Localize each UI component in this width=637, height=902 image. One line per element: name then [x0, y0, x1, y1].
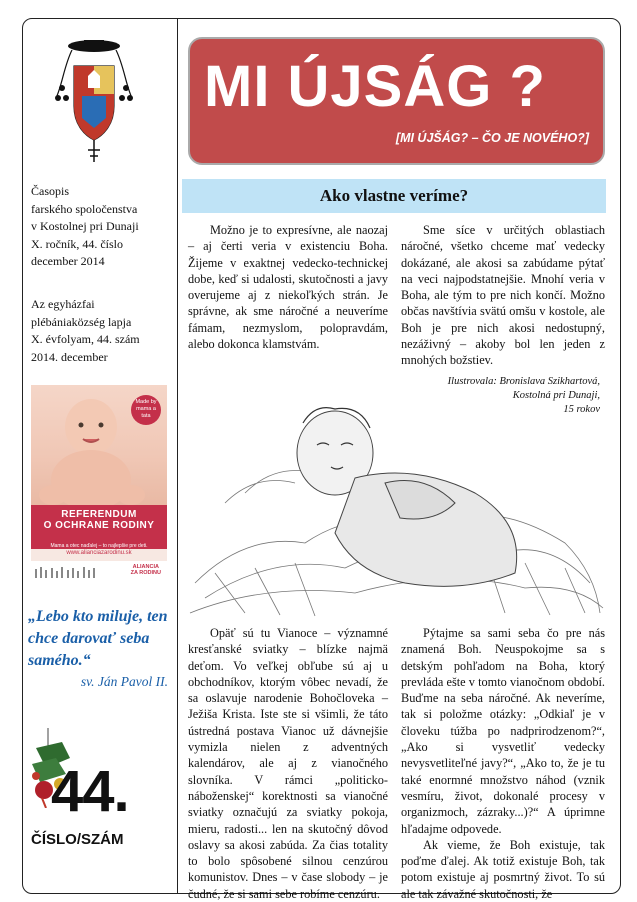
paragraph: Sme síce v určitých oblastiach náročné, všetko chceme mať vedecky dokázané, ale akosi sa zabúdame pýtať na veci najpodstatnejšie. Mnohí veria v Boha, ale tým to pre nich končí. Možno občas navštívia svätú omšu v kostole, ale Boh je pre nich akosi nedostupný, nezáživný – akoby bol len jeden z mnohých božstiev.	[401, 223, 605, 368]
masthead-info-hungarian: Az egyházfai plébániaközség lapja X. évfolyam, 44. szám 2014. december	[31, 297, 140, 364]
paragraph: Pýtajme sa sami seba čo pre nás znamená Boh. Neuspokojme sa s detským pohľadom na Boha, ktorý prevláda ešte v tomto vianočnom období. Buďme na seba náročné. Ak neveríme, tak si položme otázky: „Odkiaľ je v človeku túžba po nadprirodzenom?“, „Ako si vysvetliť vedecky nevysvetliteľné javy?“, „Ako to, že je tu také enormné množstvo náhod (vznik vesmíru, život, dokonalé procesy v organizmoch, zázraky...)?“ A úprimne hľadajme odpovede.	[401, 626, 605, 836]
referendum-banner: REFERENDUM O OCHRANE RODINY	[31, 505, 167, 543]
made-by-badge: Made by mama a tata	[131, 395, 161, 425]
paragraph: Možno je to expresívne, ale naozaj – aj čerti veria v existenciu Boha. Žijeme v exaktnej vedecko-technickej dobe, keď si udalosti, skutočnosti a javy overujeme aj z niekoľkých strán. Je správne, ak sme náročné a neuveríme fámam, nezmyslom, polopravdám, alebo dokonca klamstvám.	[188, 223, 388, 352]
aliancia-logo: ALIANCIA ZA RODINU	[130, 564, 161, 576]
newspaper-title: MI ÚJSÁG ?	[204, 54, 546, 119]
ad-footer	[31, 561, 167, 580]
ad-url: www.alianciazarodinu.sk	[66, 550, 132, 556]
quote-author: sv. Ján Pavol II.	[80, 674, 168, 689]
issue-number: 44.	[51, 759, 129, 824]
family-silhouettes-icon	[31, 561, 111, 580]
parish-coat-of-arms	[44, 36, 144, 166]
paragraph: Opäť sú tu Vianoce – významné kresťanské sviatky – blízke najmä deťom. Vo veľkej obľube sú aj u obchodníkov, ktorým vôbec nevadí, že sa oslavuje narodenie Bohočloveka – Ježiša Krista. Iste ste si všimli, že táto ústredná postava Vianoc už dávnejšie vymizla nielen z adventných kalendárov, ale aj z vianočného slovníka. V rámci „politicko-náboženskej“ korektnosti sa vianočné sviatky označujú za sviatky pokoja, mieru, radosti... len na skutočný dôvod oslavy sa akosi zabúda. Za čias totality to bolo spôsobené silnou cenzúrou komunistov. Dnes – v čase slobody – je čudné, že si sami sebe robíme cenzúru.	[188, 626, 388, 901]
illustration-caption: Ilustrovala: Bronislava Szikhartová, Kostolná pri Dunaji, 15 rokov	[447, 376, 600, 415]
column-divider	[177, 18, 178, 893]
pull-quote: „Lebo kto miluje, ten chce darovať seba samého.“	[28, 608, 168, 669]
masthead-info-slovak: Časopis farského spoločenstva v Kostolnej pri Dunaji X. ročník, 44. číslo december 2014	[31, 184, 139, 268]
article-column-right-bottom	[401, 625, 605, 902]
article-headline: Ako vlastne veríme?	[182, 179, 606, 213]
ad-tagline: Mama a otec naďalej – to najlepšie pre deti.	[31, 543, 167, 549]
article-column-right-top	[401, 222, 605, 369]
baby-jesus-illustration	[185, 383, 605, 620]
issue-label: ČÍSLO/SZÁM	[31, 831, 124, 848]
newspaper-subtitle: [MI ÚJŠÁG? – ČO JE NOVÉHO?]	[395, 131, 589, 145]
paragraph: Ak vieme, že Boh existuje, tak poďme ďalej. Ak totiž existuje Boh, tak potom existuje aj posmrtný život. To sú ale tak závažné skutočnosti, že	[401, 837, 605, 901]
article-column-left-bottom	[188, 625, 388, 902]
article-column-left-top	[188, 222, 388, 352]
referendum-advertisement	[31, 385, 167, 580]
masthead-banner	[188, 37, 605, 165]
